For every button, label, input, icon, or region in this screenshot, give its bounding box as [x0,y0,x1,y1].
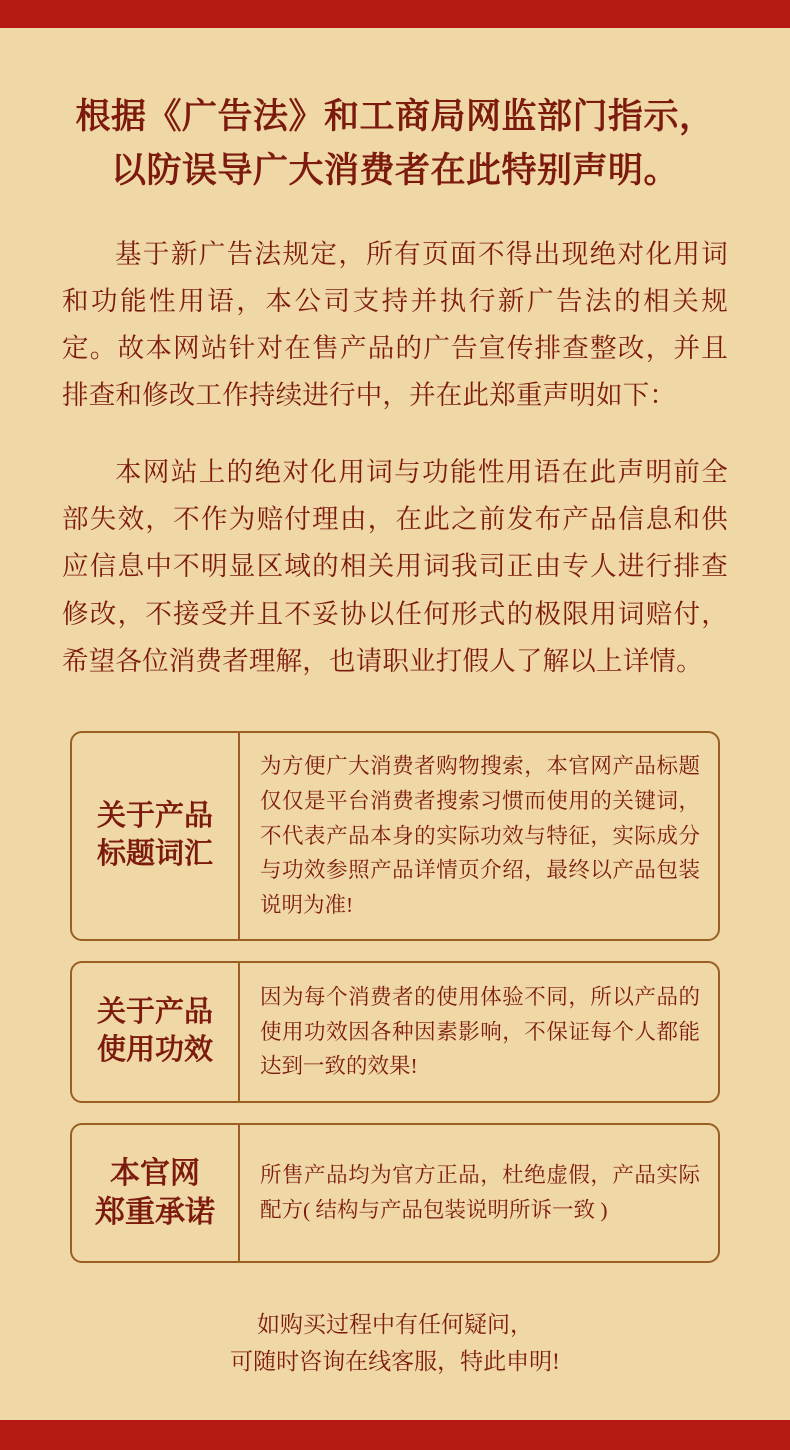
card-text-product-title: 为方便广大消费者购物搜索，本官网产品标题仅仅是平台消费者搜索习惯而使用的关键词，不代表产品本身的实际功效与特征，实际成分与功效参照产品详情页介绍，最终以产品包装说明为准! [260,753,700,918]
card-label-product-effect [72,963,240,1101]
paragraph-two: 本网站上的绝对化用词与功能性用语在此声明前全部失效，不作为赔付理由，在此之前发布产品信息和供应信息中不明显区域的相关用词我司正由专人进行排查修改，不接受并且不妥协以任何形式的极限用词赔付，希望各位消费者理解，也请职业打假人了解以上详情。 [62,457,728,676]
page-title-line-2: 以防误导广大消费者在此特别声明。 [110,151,679,191]
card-label-line-2: 使用功效 [96,1034,213,1067]
statement-card-product-effect [70,961,720,1103]
paragraph-one: 基于新广告法规定，所有页面不得出现绝对化用词和功能性用语，本公司支持并执行新广告法的相关规定。故本网站针对在售产品的广告宣传排查整改，并且排查和修改工作持续进行中，并在此郑重声明如下： [62,238,728,410]
card-label-line-2: 标题词汇 [96,837,213,870]
card-text-product-effect: 因为每个消费者的使用体验不同，所以产品的使用功效因各种因素影响，不保证每个人都能达到一致的效果! [260,984,700,1079]
page-title [0,28,790,199]
statement-card-list [0,685,790,1263]
footer-note [0,1283,790,1381]
card-label-line-1: 关于产品 [96,800,213,833]
card-label-line-2: 郑重承诺 [95,1196,215,1230]
card-text-official-promise: 所售产品均为官方正品，杜绝虚假，产品实际配方( 结构与产品包装说明所诉一致 ) [260,1163,700,1223]
card-label-line-1: 本官网 [110,1157,200,1191]
bottom-accent-bar [0,1420,790,1450]
card-label-line-1: 关于产品 [96,996,213,1029]
top-accent-bar [0,0,790,28]
footer-line-1: 如购买过程中有任何疑问， [257,1312,533,1338]
card-label-official-promise [72,1125,240,1261]
page-title-line-1: 根据《广告法》和工商局网监部门指示， [75,97,715,136]
card-label-product-title [72,733,240,939]
statement-card-product-title [70,731,720,941]
content-panel [0,28,790,1420]
statement-card-official-promise [70,1123,720,1263]
footer-line-2: 可随时咨询在线客服，特此申明! [230,1348,560,1374]
